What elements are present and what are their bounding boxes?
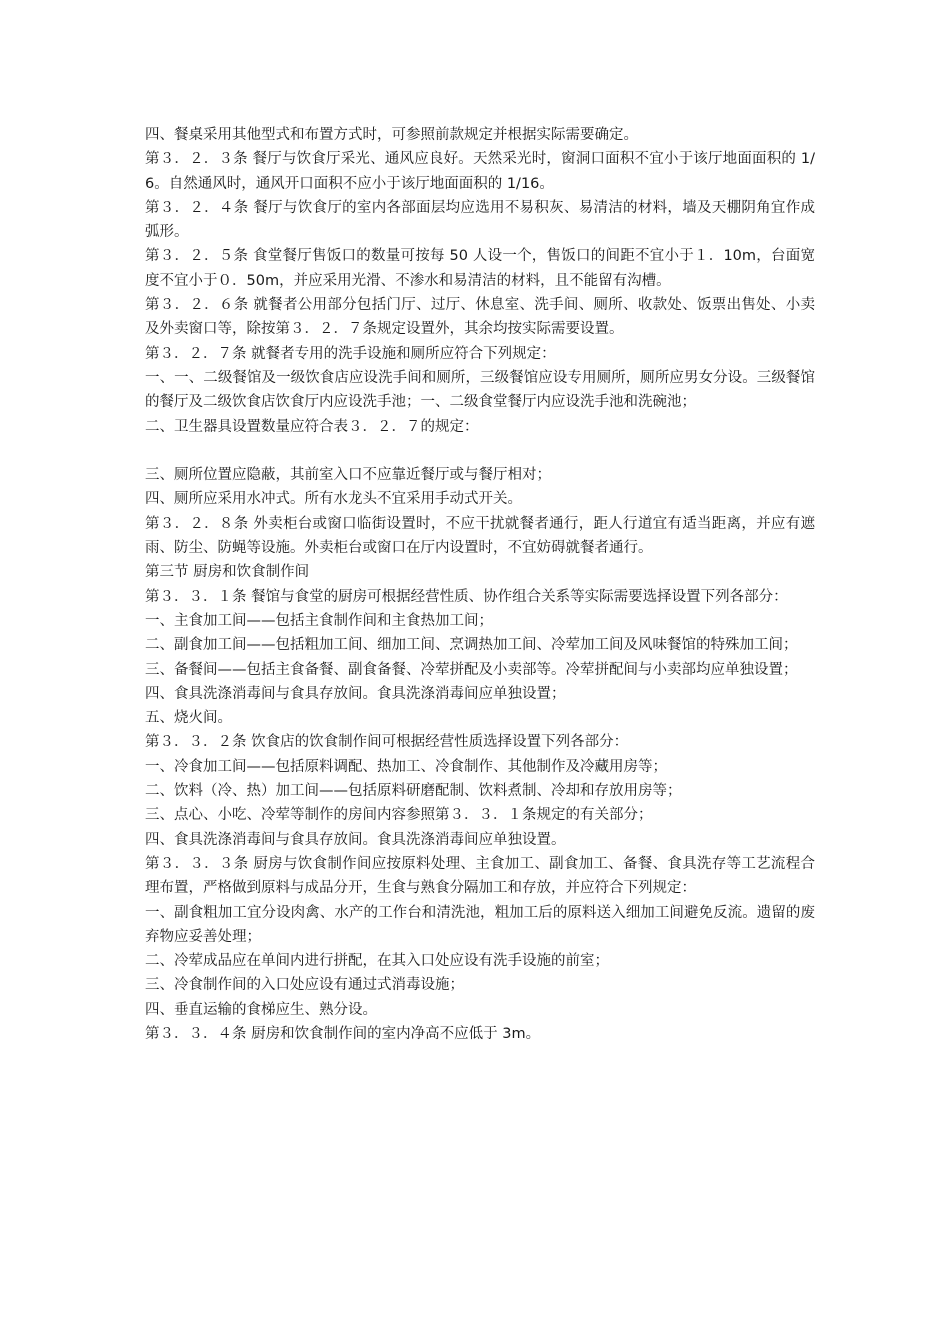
paragraph: 三、点心、小吃、冷荤等制作的房间内容参照第３．３．１条规定的有关部分； [145,807,653,824]
paragraph: 四、食具洗涤消毒间与食具存放间。食具洗涤消毒间应单独设置； [145,685,566,702]
paragraph: 四、食具洗涤消毒间与食具存放间。食具洗涤消毒间应单独设置。 [145,831,566,848]
paragraph: 三、冷食制作间的入口处应设有通过式消毒设施； [145,977,464,994]
paragraph: 第３．２．４条 餐厅与饮食厅的室内各部面层均应选用不易积灰、易清洁的材料，墙及天棚阴角宜作成弧形。 [145,199,815,241]
paragraph: 第３．２．６条 就餐者公用部分包括门厅、过厅、休息室、洗手间、厕所、收款处、饭票出售处、小卖及外卖窗口等，除按第３．２．７条规定设置外，其余均按实际需要设置。 [145,297,815,338]
paragraph: 一、副食粗加工宜分设肉禽、水产的工作台和清洗池，粗加工后的原料送入细加工间避免反流。遗留的废弃物应妥善处理； [145,904,815,945]
paragraph: 四、垂直运输的食梯应生、熟分设。 [145,1001,377,1018]
section-heading: 第三节 厨房和饮食制作间 [145,564,310,581]
paragraph: 一、一、二级餐馆及一级饮食店应设洗手间和厕所，三级餐馆应设专用厕所，厕所应男女分设。三级餐馆的餐厅及二级饮食店饮食厅内应设洗手池；一、二级食堂餐厅内应设洗手池和洗碗池； [145,369,815,411]
paragraph: 二、副食加工间——包括粗加工间、细加工间、烹调热加工间、冷荤加工间及风味餐馆的特殊加工间； [145,637,798,654]
paragraph: 二、饮料（冷、热）加工间——包括原料研磨配制、饮料煮制、冷却和存放用房等； [145,783,682,800]
paragraph: 三、备餐间——包括主食备餐、副食备餐、冷荤拼配及小卖部等。冷荤拼配间与小卖部均应单独设置； [145,661,798,678]
paragraph: 第３．３．３条 厨房与饮食制作间应按原料处理、主食加工、副食加工、备餐、食具洗存等工艺流程合理布置，严格做到原料与成品分开，生食与熟食分隔加工和存放，并应符合下列规定： [145,855,815,897]
paragraph: 第３．３．１条 餐馆与食堂的厨房可根据经营性质、协作组合关系等实际需要选择设置下列各部分： [145,588,788,605]
paragraph: 三、厕所位置应隐蔽，其前室入口不应靠近餐厅或与餐厅相对； [145,467,551,484]
paragraph: 二、冷荤成品应在单间内进行拼配，在其入口处应设有洗手设施的前室； [145,953,609,970]
paragraph: 第３．２．５条 食堂餐厅售饭口的数量可按每 50 人设一个，售饭口的间距不宜小于１．10m，台面宽度不宜小于０．50m，并应采用光滑、不渗水和易清洁的材料，且不能留有沟槽。 [145,248,815,289]
paragraph: 四、餐桌采用其他型式和布置方式时，可参照前款规定并根据实际需要确定。 [145,127,638,143]
paragraph: 二、卫生器具设置数量应符合表３．２．７的规定： [145,418,479,435]
paragraph: 五、烧火间。 [145,710,232,727]
paragraph: 一、冷食加工间——包括原料调配、热加工、冷食制作、其他制作及冷藏用房等； [145,758,667,775]
paragraph: 第３．２．８条 外卖柜台或窗口临街设置时，不应干扰就餐者通行，距人行道宜有适当距离，并应有遮雨、防尘、防蝇等设施。外卖柜台或窗口在厅内设置时，不宜妨碍就餐者通行。 [145,515,815,557]
paragraph: 四、厕所应采用水冲式。所有水龙头不宜采用手动式开关。 [145,491,522,508]
paragraph: 第３．２．３条 餐厅与饮食厅采光、通风应良好。天然采光时，窗洞口面积不宜小于该厅地面面积的 1/6。自然通风时，通风开口面积不应小于该厅地面面积的 1/16。 [145,151,815,192]
paragraph: 第３．３．２条 饮食店的饮食制作间可根据经营性质选择设置下列各部分： [145,734,629,751]
paragraph: 第３．２．７条 就餐者专用的洗手设施和厕所应符合下列规定： [145,345,556,362]
paragraph: 第３．３．４条 厨房和饮食制作间的室内净高不应低于 3m。 [145,1025,541,1042]
blank-line [145,439,815,463]
paragraph: 一、主食加工间——包括主食制作间和主食热加工间； [145,612,493,629]
document-body [145,123,815,1046]
